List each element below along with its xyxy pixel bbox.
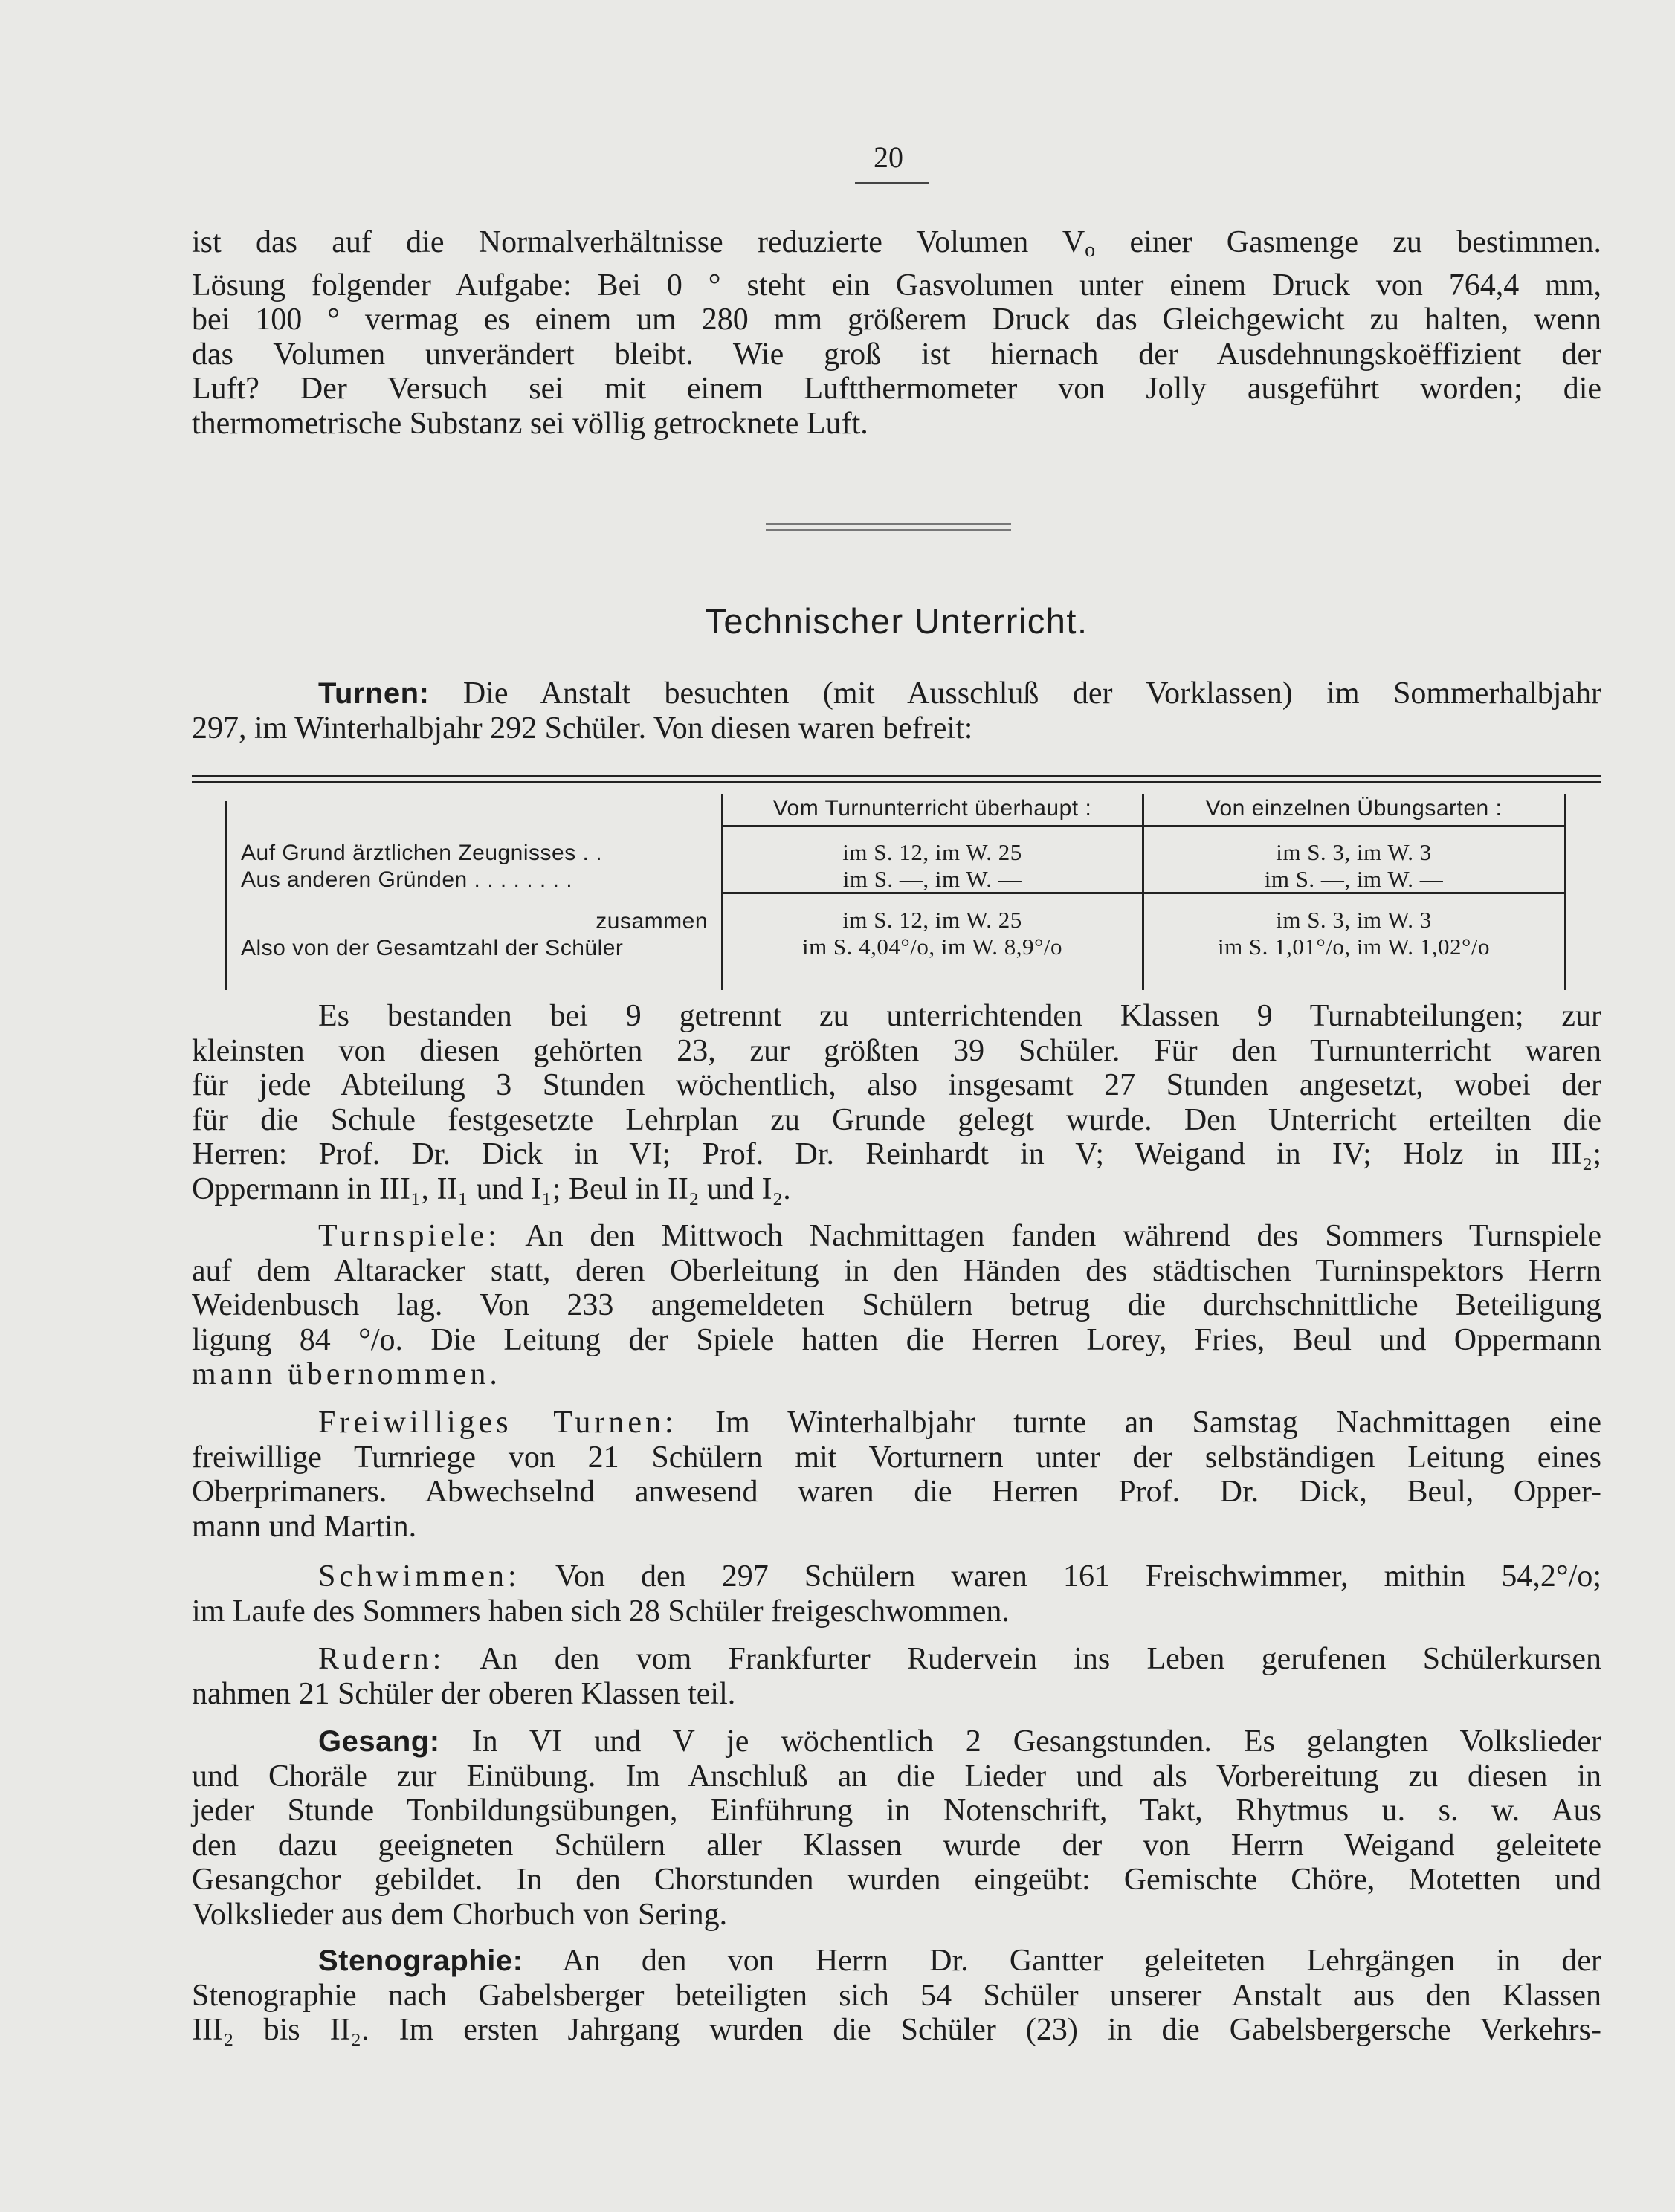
turnen-line-2: 297, im Winterhalbjahr 292 Schüler. Von diesen waren befreit: [192,711,973,746]
schwimmen-line-2: im Laufe des Sommers haben sich 28 Schüler freigeschwommen. [192,1594,1010,1629]
table-cell: im S. —, im W. — [1264,866,1444,892]
intro-line-5: Luft? Der Versuch sei mit einem Luftthermometer von Jolly ausgeführt worden; die [192,372,1601,406]
table-cell: im S. 3, im W. 3 [1276,907,1432,933]
table-cell: im S. 3, im W. 3 [1276,839,1432,865]
turnspiele-label: Turnspiele: [318,1219,500,1253]
exemption-table [192,773,1601,966]
section-divider-2 [766,529,1011,531]
gesang-line-6: Volkslieder aus dem Chorbuch von Sering. [192,1897,728,1932]
bestanden-line-1: Es bestanden bei 9 getrennt zu unterrichtenden Klassen 9 Turnabteilungen; zur [318,999,1601,1033]
turnspiele-line-4: ligung 84 °/o. Die Leitung der Spiele hatten die Herren Lorey, Fries, Beul und Oppermann [192,1322,1601,1357]
turnen-label: Turnen: [318,677,430,710]
table-cell: im S. 12, im W. 25 [842,839,1022,865]
bestanden-line-2: kleinsten von diesen gehörten 23, zur größten 39 Schüler. Für den Turnunterricht waren [192,1033,1601,1068]
intro-line-6: thermometrische Substanz sei völlig getrocknete Luft. [192,406,868,441]
turnen-paragraph [192,676,1601,746]
freiwillig-line-3: Oberprimaners. Abwechselnd anwesend waren die Herren Prof. Dr. Dick, Beul, Opper- [192,1475,1601,1509]
intro-line-1: ist das auf die Normalverhältnisse reduzierte Volumen V [192,225,1085,259]
gesang-line-5: Gesangchor gebildet. In den Chorstunden wurden eingeübt: Gemischte Chöre, Motetten und [192,1863,1601,1897]
intro-line-2: Lösung folgender Aufgabe: Bei 0 ° steht ein Gasvolumen unter einem Druck von 764,4 mm, [192,268,1601,303]
intro-line-1-end: einer Gasmenge zu bestimmen. [1095,225,1602,259]
page-number-rule [855,182,929,184]
table-cell: im S. 4,04°/o, im W. 8,9°/o [801,934,1063,960]
intro-line-3: bei 100 ° vermag es einem um 280 mm größerem Druck das Gleichgewicht zu halten, wenn [192,303,1601,337]
table-col-head-2: Von einzelnen Übungsarten : [1205,796,1503,821]
intro-subscript: o [1085,239,1096,262]
turnspiele-line-2: auf dem Altaracker statt, deren Oberleitung in den Händen des städtischen Turninspektors Herrn [192,1253,1601,1288]
table-row-label: Also von der Gesamtzahl der Schüler [241,936,624,960]
bestanden-line-6: Oppermann in III₁, II₁ und I₁; Beul in II₂ und I₂. [192,1171,791,1206]
rudern-line-2: nahmen 21 Schüler der oberen Klassen teil. [192,1676,736,1711]
turnspiele-paragraph [192,1219,1601,1392]
gesang-line-2: und Choräle zur Einübung. Im Anschluß an die Lieder und als Vorbereitung zu diesen in [192,1759,1601,1794]
gesang-line-3: jeder Stunde Tonbildungsübungen, Einführung in Notenschrift, Takt, Rhytmus u. s. w. Aus [192,1794,1601,1828]
bestanden-line-5: Herren: Prof. Dr. Dick in VI; Prof. Dr. Reinhardt in V; Weigand in IV; Holz in III₂; [192,1137,1601,1171]
freiwillig-line-1: Im Winterhalbjahr turnte an Samstag Nachmittagen eine [677,1406,1601,1440]
intro-line-4: das Volumen unverändert bleibt. Wie groß ist hiernach der Ausdehnungskoëffizient der [192,337,1601,372]
gesang-paragraph [192,1724,1601,1932]
rudern-paragraph [192,1642,1601,1711]
freiwillig-paragraph [192,1406,1601,1544]
table-cell: im S. 1,01°/o, im W. 1,02°/o [1217,934,1491,960]
table-row-label: zusammen [596,909,708,934]
gesang-line-4: den dazu geeigneten Schülern aller Klassen wurde der von Herrn Weigand geleitete [192,1828,1601,1863]
bestanden-line-4: für die Schule festgesetzte Lehrplan zu Grunde gelegt wurde. Den Unterricht erteilten die [192,1102,1601,1137]
rudern-label: Rudern: [318,1642,445,1676]
steno-line-1: An den von Herrn Dr. Gantter geleiteten Lehrgängen in der [523,1944,1601,1978]
gesang-label: Gesang: [318,1725,440,1758]
table-cell: im S. —, im W. — [842,866,1022,892]
turnspiele-line-5: mann übernommen. [192,1357,501,1391]
steno-label: Stenographie: [318,1944,523,1977]
freiwillig-label: Freiwilliges Turnen: [318,1406,677,1440]
page-number: 20 [874,140,903,174]
table-cell: im S. 12, im W. 25 [842,907,1022,933]
turnspiele-line-3: Weidenbusch lag. Von 233 angemeldeten Schülern betrug die durchschnittliche Beteiligung [192,1288,1601,1322]
turnen-line-1: Die Anstalt besuchten (mit Ausschluß der Vorklassen) im Sommerhalbjahr [429,676,1601,711]
schwimmen-paragraph [192,1559,1601,1629]
schwimmen-label: Schwimmen: [318,1559,520,1594]
rudern-line-1: An den vom Frankfurter Rudervein ins Leben gerufenen Schülerkursen [445,1642,1601,1676]
table-row-label: Auf Grund ärztlichen Zeugnisses . . [241,841,603,865]
steno-paragraph [192,1944,1601,2048]
steno-line-2: Stenographie nach Gabelsberger beteiligten sich 54 Schüler unserer Anstalt aus den Klassen [192,1978,1601,2013]
steno-line-3: III₂ bis II₂. Im ersten Jahrgang wurden die Schüler (23) in die Gabelsbergersche Verkehrs- [192,2013,1601,2047]
freiwillig-line-4: mann und Martin. [192,1509,417,1544]
schwimmen-line-1: Von den 297 Schülern waren 161 Freischwimmer, mithin 54,2°/o; [520,1559,1601,1594]
table-col-head-1: Vom Turnunterricht überhaupt : [772,796,1092,821]
freiwillig-line-2: freiwillige Turnriege von 21 Schülern mit Vorturnern unter der selbständigen Leitung eines [192,1440,1601,1475]
bestanden-line-3: für jede Abteilung 3 Stunden wöchentlich, also insgesamt 27 Stunden angesetzt, wobei der [192,1068,1601,1102]
bestanden-paragraph [192,999,1601,1206]
section-divider [766,523,1011,525]
turnspiele-line-1: An den Mittwoch Nachmittagen fanden während des Sommers Turnspiele [500,1219,1601,1253]
table-row-label: Aus anderen Gründen . . . . . . . . [241,867,573,892]
intro-paragraph [192,225,1601,441]
gesang-line-1: In VI und V je wöchentlich 2 Gesangstunden. Es gelangten Volkslieder [439,1724,1601,1759]
section-heading: Technischer Unterricht. [705,601,1088,641]
